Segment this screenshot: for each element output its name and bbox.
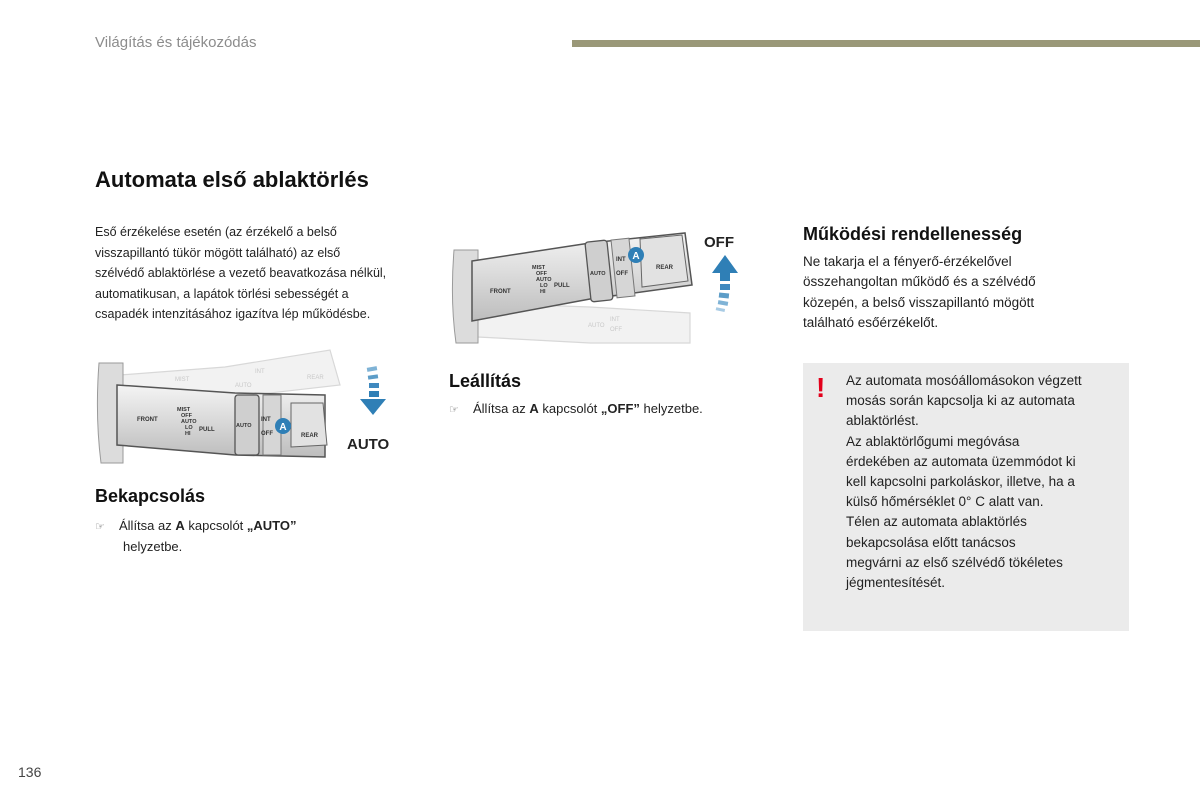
stalk-tip (291, 403, 327, 447)
intro-line: visszapillantó tükör mögött található) az első (95, 245, 341, 260)
ghost-label-auto: AUTO (235, 383, 252, 389)
switch-off-post: helyzetbe. (639, 401, 703, 416)
label-ring-off: OFF (261, 431, 273, 437)
label-mist: MIST (532, 265, 546, 271)
label-lo: LO (540, 283, 548, 289)
ghost-label-off: OFF (610, 327, 622, 333)
malfunction-line: közepén, a belső visszapillantó mögött (803, 294, 1035, 310)
warning-line: bekapcsolása előtt tanácsos (846, 534, 1016, 550)
ghost-label-auto: AUTO (588, 323, 605, 329)
switch-off-mid: kapcsolót (538, 401, 601, 416)
label-pull: PULL (199, 427, 215, 433)
warning-line: jégmentesítését. (846, 575, 946, 591)
warning-line: mosás során kapcsolja ki az automata (846, 393, 1075, 409)
warning-text (846, 371, 1118, 593)
malfunction-line: összehangoltan működő és a szélvédő (803, 274, 1036, 290)
label-front: FRONT (490, 289, 511, 295)
warning-line: kell kapcsolni parkoláskor, illetve, ha a (846, 474, 1075, 490)
warning-line: Télen az automata ablaktörlés (846, 514, 1027, 530)
switch-on-line2: helyzetbe. (123, 539, 183, 554)
switch-off-bold-a: A (529, 401, 539, 416)
badge-a-label: A (632, 251, 640, 262)
warning-exclamation-icon: ! (816, 372, 826, 403)
intro-line: csapadék intenzitásához igazítva lép működésbe. (95, 307, 371, 322)
switch-on-mid: kapcsolót (184, 518, 247, 533)
intro-line: automatikusan, a lapátok törlési sebességét a (95, 286, 349, 301)
badge-a-label: A (279, 422, 287, 433)
label-ring-off: OFF (616, 271, 628, 277)
section-heading-malfunction: Működési rendellenesség (803, 224, 1023, 244)
label-int: INT (261, 417, 271, 423)
label-lo: LO (185, 425, 193, 431)
arrow-down-icon (360, 366, 386, 415)
label-hi: HI (540, 289, 546, 295)
warning-line: külső hőmérséklet 0° C alatt van. (846, 494, 1044, 510)
figure-wiper-stalk-off (450, 225, 750, 355)
label-ring-auto: AUTO (590, 271, 606, 277)
label-hi: HI (185, 431, 191, 437)
stalk-tip (640, 235, 688, 287)
switch-off-pre: Állítsa az (473, 401, 530, 416)
switch-on-instruction (95, 516, 395, 557)
label-rear: REAR (656, 265, 674, 271)
label-auto: AUTO (181, 419, 197, 425)
switch-on-bold-a: A (175, 518, 185, 533)
label-int: INT (616, 257, 626, 263)
intro-line: Eső érzékelése esetén (az érzékelő a belső (95, 225, 337, 239)
page-number: 136 (18, 764, 42, 780)
header-section-title: Világítás és tájékozódás (95, 34, 257, 51)
section-heading-switch-off: Leállítás (449, 371, 522, 391)
switch-on-bold-value: „AUTO” (246, 518, 297, 533)
figure-wiper-stalk-auto (95, 345, 405, 470)
warning-line: érdekében az automata üzemmódot ki (846, 453, 1076, 469)
switch-off-bold-value: „OFF” (600, 401, 640, 416)
malfunction-line: Ne takarja el a fényerő-érzékelővel (803, 254, 1012, 269)
label-ring-auto: AUTO (236, 423, 252, 429)
label-mist: MIST (177, 407, 191, 413)
switch-off-instruction (449, 399, 779, 420)
pointing-hand-icon: ☞ (95, 521, 105, 533)
page-title: Automata első ablaktörlés (95, 167, 369, 192)
ghost-label-mist: MIST (175, 377, 190, 383)
label-rear: REAR (301, 433, 319, 439)
label-front: FRONT (137, 417, 158, 423)
warning-line: ablaktörlést. (846, 413, 919, 429)
arrow-label-auto: AUTO (347, 436, 390, 453)
warning-line: Az ablaktörlőgumi megóvása (846, 433, 1020, 449)
malfunction-line: található esőérzékelőt. (803, 315, 939, 331)
label-pull: PULL (554, 283, 570, 289)
label-off: OFF (181, 413, 192, 419)
switch-on-pre: Állítsa az (119, 518, 176, 533)
section-heading-switch-on: Bekapcsolás (95, 486, 206, 506)
label-off: OFF (536, 271, 547, 277)
arrow-label-off: OFF (704, 234, 734, 251)
header-rule (572, 40, 1200, 47)
warning-line: Az automata mosóállomásokon végzett (846, 373, 1082, 388)
warning-line: megvárni az első szélvédő tökéletes (846, 554, 1063, 570)
pointing-hand-icon: ☞ (449, 404, 459, 416)
intro-line: szélvédő ablaktörlése a vezető beavatkozása nélkül, (95, 266, 387, 281)
intro-paragraph (95, 222, 425, 325)
arrow-up-icon (712, 255, 738, 312)
label-auto: AUTO (536, 277, 552, 283)
ghost-label-rear: REAR (307, 375, 324, 381)
ghost-label-int: INT (255, 369, 265, 375)
ghost-label-int: INT (610, 317, 620, 323)
malfunction-paragraph (803, 252, 1103, 334)
